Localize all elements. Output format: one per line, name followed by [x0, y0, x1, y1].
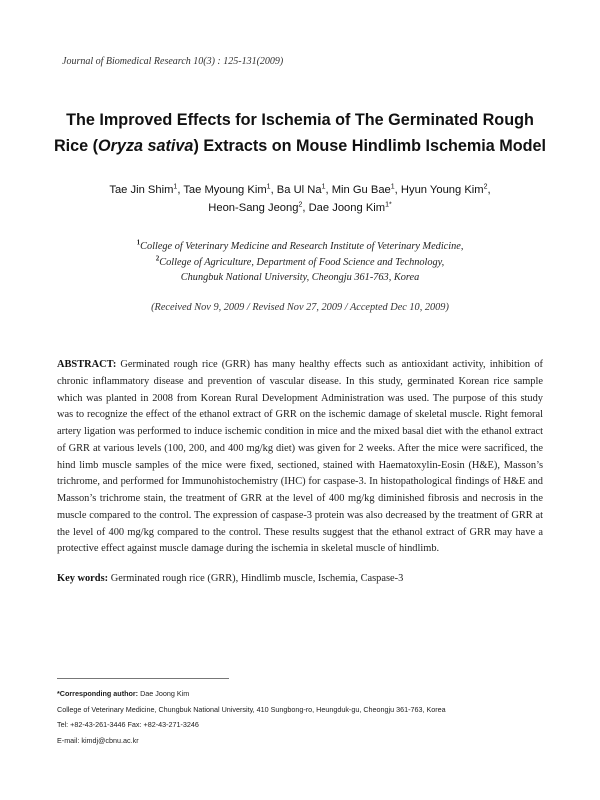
abstract-label: ABSTRACT:: [57, 359, 117, 370]
keywords-text: Germinated rough rice (GRR), Hindlimb muscle, Ischemia, Caspase-3: [110, 573, 404, 584]
keywords-label: Key words:: [57, 573, 109, 584]
author-affiliation-mark: 2: [298, 201, 303, 209]
corresponding-author-name: Dae Joong Kim: [140, 689, 190, 698]
author-name: Tae Jin Shim: [109, 184, 174, 196]
title-line-2-post: ) Extracts on Mouse Hindlimb Ischemia Model: [193, 137, 547, 155]
affiliation-text: College of Veterinary Medicine and Research Institute of Veterinary Medicine,: [140, 241, 464, 252]
keywords: [57, 573, 543, 584]
author-list: [40, 181, 560, 217]
corresponding-author-label: *Corresponding author:: [57, 689, 139, 698]
correspondence-footnote: [57, 686, 543, 748]
title-species-name: Oryza sativa: [98, 137, 194, 155]
abstract: [57, 357, 543, 558]
author-affiliation-mark: 1: [173, 183, 178, 191]
footnote-divider: [57, 678, 229, 679]
author-name: Tae Myoung Kim: [183, 184, 267, 196]
title-line-1: The Improved Effects for Ischemia of The Germinated Rough: [66, 111, 534, 129]
affiliation-number: 1: [136, 238, 141, 247]
author-name: Hyun Young Kim: [400, 184, 484, 196]
received-dates: (Received Nov 9, 2009 / Revised Nov 27, 2009 / Accepted Dec 10, 2009): [151, 302, 449, 313]
author-name: Heon-Sang Jeong: [208, 202, 299, 214]
affiliation-number: 2: [155, 254, 160, 263]
corresponding-author-line: [57, 686, 543, 702]
journal-citation: Journal of Biomedical Research 10(3) : 125-131(2009): [62, 56, 284, 67]
author-affiliation-mark: 1*: [385, 201, 392, 209]
affiliation-2: [60, 255, 540, 271]
author-name: Dae Joong Kim: [308, 202, 386, 214]
author-name: Ba Ul Na: [276, 184, 322, 196]
author-affiliation-mark: 2: [483, 183, 488, 191]
article-title: [40, 107, 560, 159]
title-line-2-pre: Rice (: [53, 137, 99, 155]
author-line-2: Heon-Sang Jeong$^2$, Dae Joong Kim$^{1*}$: [208, 201, 392, 214]
abstract-text: Germinated rough rice (GRR) has many healthy effects such as antioxidant activity, inhibition of chronic inflammatory disease and prevention of vascular disease. In this study, germinated Korean rice sample which was planted in 2008 from Korean Rural Development Administration was used. The purpose of this study was to recognize the effect of the ethanol extract of GRR on the ischemic damage of skeletal muscle. Right femoral artery ligation was performed to induce ischemic condition in mice and the mixed basal diet with the ethanol extract of GRR at various levels (100, 200, and 400 mg/kg diet) was given for 2 weeks. After the mice were sacrificed, the hind limb muscle samples of the mice were fixed, sectioned, stained with Haematoxylin-Eosin (H&E), Masson’s trichrome, and performed for Immunohistochemistry (IHC) for caspase-3. In histopathological findings of H&E and Masson’s trichrome stain, the treatment of GRR at the level of 400 mg/kg diminished fibrosis and necrosis in the muscle compared to the control. The expression of caspase-3 protein was also decreased by the treatment of GRR at the level of 400 mg/kg compared to the control. These results suggest that the ethanol extract of GRR may have a protective effect against muscle damage during the ischemia in skeletal muscle of hindlimb.: [57, 359, 543, 555]
author-line-1: Tae Jin Shim$^1$, Tae Myoung Kim$^1$, Ba Ul Na$^1$, Min Gu Bae$^1$, Hyun Young Kim$^2$,: [109, 183, 491, 196]
corresponding-address: College of Veterinary Medicine, Chungbuk National University, 410 Sungbong-ro, Heungduk-gu, Cheongju 361-763, Korea: [57, 704, 446, 714]
affiliation-3: Chungbuk National University, Cheongju 361-763, Korea: [180, 272, 420, 283]
author-affiliation-mark: 1: [266, 183, 271, 191]
author-affiliation-mark: 1: [390, 183, 395, 191]
corresponding-email: E-mail: kimdj@cbnu.ac.kr: [57, 735, 139, 745]
author-name: Min Gu Bae: [331, 184, 391, 196]
affiliation-1: [60, 239, 540, 255]
author-affiliation-mark: 1: [321, 183, 326, 191]
title-line-2: [40, 133, 560, 159]
corresponding-phone-fax: Tel: +82-43-261-3446 Fax: +82-43-271-3246: [57, 720, 199, 730]
affiliations: [60, 239, 540, 286]
affiliation-text: College of Agriculture, Department of Food Science and Technology,: [159, 256, 445, 268]
